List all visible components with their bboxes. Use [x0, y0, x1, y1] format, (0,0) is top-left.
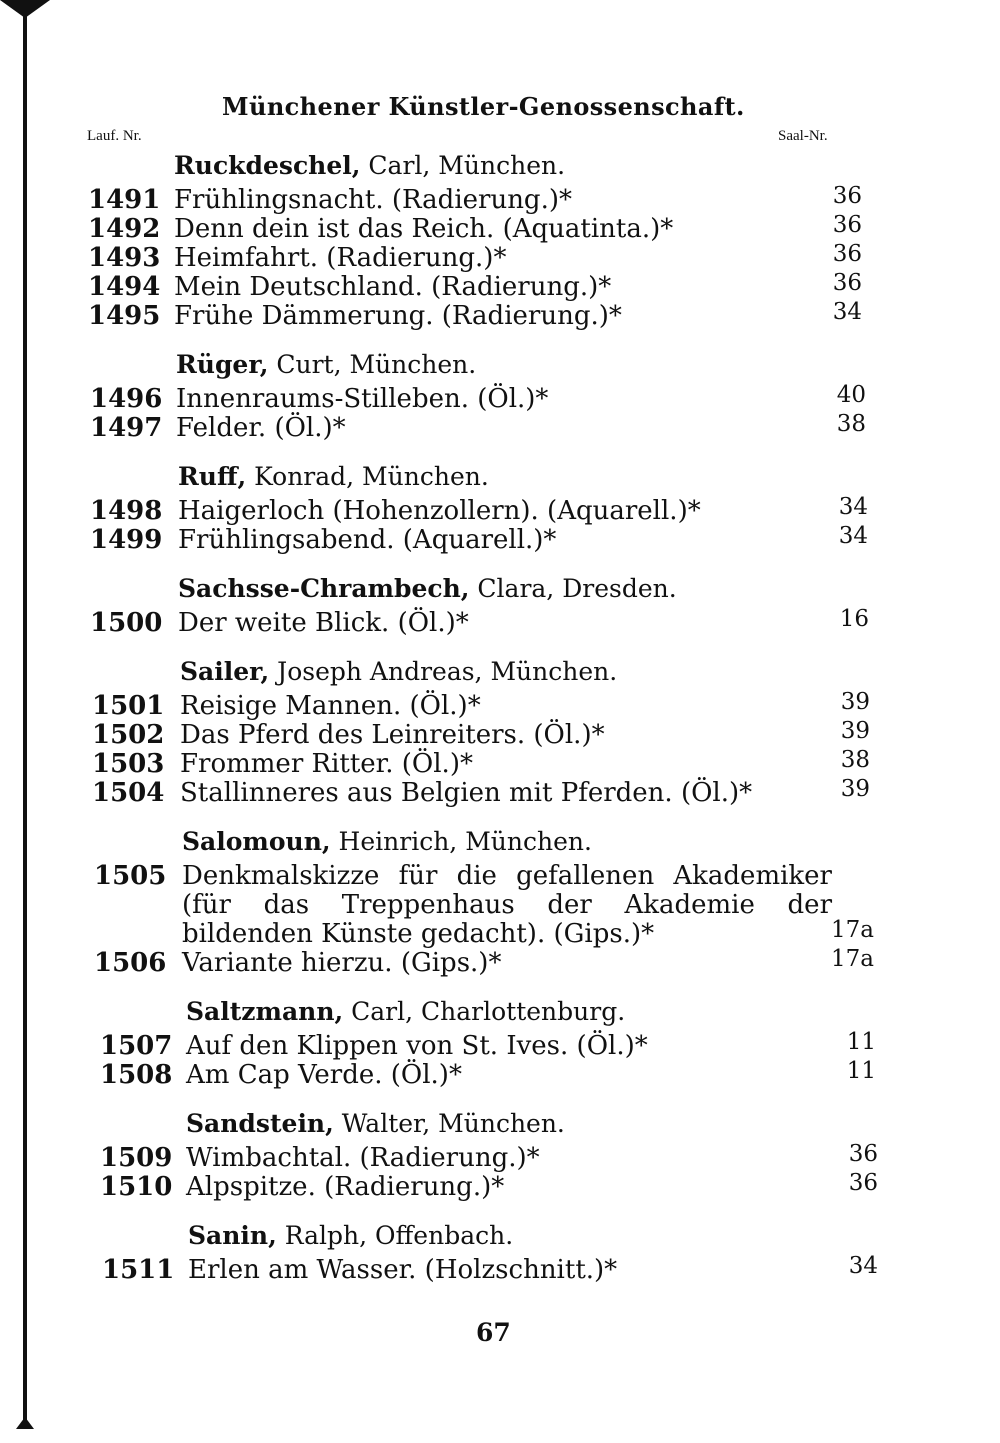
- page-number: 67: [476, 1318, 511, 1347]
- artwork-title: Das Pferd des Leinreiters. (Öl.)*: [180, 720, 605, 750]
- artwork-title: Mein Deutschland. (Radierung.)*: [174, 272, 612, 302]
- group-gap: [0, 555, 1000, 569]
- group-gap: [0, 331, 1000, 345]
- saal-nr: 36: [832, 241, 862, 267]
- lauf-nr: 1497: [90, 413, 163, 443]
- lauf-nr: 1510: [100, 1172, 173, 1202]
- catalog-entry: [100, 1141, 878, 1173]
- artist-details: Konrad, München.: [246, 462, 489, 491]
- artist-heading: [0, 652, 1000, 692]
- artwork-title: Felder. (Öl.)*: [176, 413, 346, 443]
- lauf-nr: 1506: [94, 948, 167, 978]
- catalog-entry: [88, 270, 862, 302]
- catalog-entry: [92, 718, 870, 750]
- saal-nr: 17a: [831, 946, 874, 972]
- lauf-nr: 1493: [88, 243, 161, 273]
- lauf-nr: 1507: [100, 1031, 173, 1061]
- lauf-nr: 1499: [90, 525, 163, 555]
- artist-group: [0, 1216, 1000, 1285]
- group-gap: [0, 808, 1000, 822]
- artist-details: Joseph Andreas, München.: [269, 657, 618, 686]
- group-gap: [0, 978, 1000, 992]
- lauf-nr: 1496: [90, 384, 163, 414]
- artwork-title: Erlen am Wasser. (Holzschnitt.)*: [188, 1255, 618, 1285]
- artwork-title: Frühe Dämmerung. (Radierung.)*: [174, 301, 622, 331]
- artwork-title: Reisige Mannen. (Öl.)*: [180, 691, 481, 721]
- lauf-nr: 1500: [90, 608, 163, 638]
- saal-nr: 38: [836, 411, 866, 437]
- saal-nr: 17a: [831, 917, 874, 943]
- page-header: Münchener Künstler-Genossenschaft.: [222, 92, 745, 121]
- artwork-title: Variante hierzu. (Gips.)*: [182, 948, 502, 978]
- group-gap: [0, 638, 1000, 652]
- artist-heading: [0, 569, 1000, 609]
- catalog-entry: [90, 606, 869, 638]
- saal-nr: 16: [839, 606, 869, 632]
- artwork-title: Frühlingsnacht. (Radierung.)*: [174, 185, 572, 215]
- artist-name: Salomoun,: [182, 827, 331, 856]
- catalog-entry: [88, 183, 862, 215]
- artwork-title: Heimfahrt. (Radierung.)*: [174, 243, 507, 273]
- saal-nr: 36: [848, 1170, 878, 1196]
- catalog-entry: [88, 212, 862, 244]
- artist-heading: [0, 457, 1000, 497]
- lauf-nr: 1501: [92, 691, 165, 721]
- catalog-entry: [88, 241, 862, 273]
- catalog-entry: [90, 411, 866, 443]
- catalog-entry: [94, 946, 874, 978]
- artist-heading: [0, 992, 1000, 1032]
- artist-name: Rüger,: [176, 350, 269, 379]
- catalog-entry: [92, 776, 870, 808]
- saal-nr-label: Saal-Nr.: [778, 128, 828, 144]
- artist-group: [0, 652, 1000, 808]
- lauf-nr: 1494: [88, 272, 161, 302]
- saal-nr: 39: [840, 689, 870, 715]
- artist-group: [0, 345, 1000, 443]
- artwork-title: Alpspitze. (Radierung.)*: [186, 1172, 505, 1202]
- group-gap: [0, 1090, 1000, 1104]
- lauf-nr: 1509: [100, 1143, 173, 1173]
- artwork-title: Am Cap Verde. (Öl.)*: [186, 1060, 462, 1090]
- saal-nr: 34: [848, 1253, 878, 1279]
- lauf-nr: 1498: [90, 496, 163, 526]
- lauf-nr: 1508: [100, 1060, 173, 1090]
- saal-nr: 40: [836, 382, 866, 408]
- artwork-title: Haigerloch (Hohenzollern). (Aquarell.)*: [178, 496, 701, 526]
- saal-nr: 11: [846, 1058, 876, 1084]
- artwork-title: Frommer Ritter. (Öl.)*: [180, 749, 473, 779]
- catalog-entry: [100, 1170, 878, 1202]
- artist-group: [0, 1104, 1000, 1202]
- artist-details: Clara, Dresden.: [469, 574, 677, 603]
- artist-heading: [0, 1216, 1000, 1256]
- artwork-title: Auf den Klippen von St. Ives. (Öl.)*: [186, 1031, 648, 1061]
- artist-group: [0, 569, 1000, 638]
- artist-group: [0, 822, 1000, 978]
- artwork-title: Der weite Blick. (Öl.)*: [178, 608, 469, 638]
- artist-name: Saltzmann,: [186, 997, 344, 1026]
- catalog-entry: [94, 862, 874, 949]
- lauf-nr: 1491: [88, 185, 161, 215]
- artist-name: Ruff,: [178, 462, 247, 491]
- artist-heading: [0, 146, 1000, 186]
- lauf-nr: 1505: [94, 861, 167, 891]
- saal-nr: 34: [838, 494, 868, 520]
- lauf-nr: 1495: [88, 301, 161, 331]
- artwork-title: Stallinneres aus Belgien mit Pferden. (Öl.)*: [180, 778, 753, 808]
- lauf-nr: 1511: [102, 1255, 175, 1285]
- spine-bottom-mark: [16, 1417, 34, 1429]
- catalog-entry: [102, 1253, 878, 1285]
- artist-name: Ruckdeschel,: [174, 151, 361, 180]
- catalog-entry: [92, 747, 870, 779]
- artist-details: Ralph, Offenbach.: [276, 1221, 514, 1250]
- catalog-entry: [90, 382, 866, 414]
- lauf-nr: 1492: [88, 214, 161, 244]
- artist-name: Sanin,: [188, 1221, 277, 1250]
- saal-nr: 39: [840, 776, 870, 802]
- group-gap: [0, 1202, 1000, 1216]
- catalog-entry: [100, 1058, 876, 1090]
- catalog-entry: [90, 494, 868, 526]
- artist-heading: [0, 1104, 1000, 1144]
- artwork-title: Innenraums-Stilleben. (Öl.)*: [176, 384, 549, 414]
- saal-nr: 34: [838, 523, 868, 549]
- artist-details: Curt, München.: [268, 350, 477, 379]
- artist-group: [0, 457, 1000, 555]
- artwork-title: Denn dein ist das Reich. (Aquatinta.)*: [174, 214, 674, 244]
- artwork-title: Frühlingsabend. (Aquarell.)*: [178, 525, 557, 555]
- saal-nr: 34: [832, 299, 862, 325]
- artwork-title: Denkmalskizze für die gefallenen Akademiker (für das Treppenhaus der Akademie der bildenden Künste gedacht). (Gips.)*: [182, 861, 832, 949]
- saal-nr: 39: [840, 718, 870, 744]
- artist-details: Walter, München.: [333, 1109, 565, 1138]
- artist-details: Heinrich, München.: [330, 827, 592, 856]
- artist-heading: [0, 345, 1000, 385]
- artist-name: Sachsse-Chrambech,: [178, 574, 470, 603]
- lauf-nr-label: Lauf. Nr.: [87, 128, 142, 144]
- saal-nr: 36: [848, 1141, 878, 1167]
- artist-name: Sandstein,: [186, 1109, 334, 1138]
- artist-details: Carl, Charlottenburg.: [343, 997, 626, 1026]
- lauf-nr: 1503: [92, 749, 165, 779]
- catalog-entry: [88, 299, 862, 331]
- artist-heading: [0, 822, 1000, 862]
- lauf-nr: 1504: [92, 778, 165, 808]
- artist-group: [0, 992, 1000, 1090]
- saal-nr: 38: [840, 747, 870, 773]
- saal-nr: 36: [832, 270, 862, 296]
- catalog-entry: [92, 689, 870, 721]
- group-gap: [0, 443, 1000, 457]
- artwork-title: Wimbachtal. (Radierung.)*: [186, 1143, 540, 1173]
- catalog-entry: [100, 1029, 876, 1061]
- artist-details: Carl, München.: [360, 151, 566, 180]
- saal-nr: 36: [832, 183, 862, 209]
- saal-nr: 36: [832, 212, 862, 238]
- catalog-list: [0, 146, 1000, 1285]
- artist-group: [0, 146, 1000, 331]
- saal-nr: 11: [846, 1029, 876, 1055]
- artist-name: Sailer,: [180, 657, 270, 686]
- lauf-nr: 1502: [92, 720, 165, 750]
- catalog-entry: [90, 523, 868, 555]
